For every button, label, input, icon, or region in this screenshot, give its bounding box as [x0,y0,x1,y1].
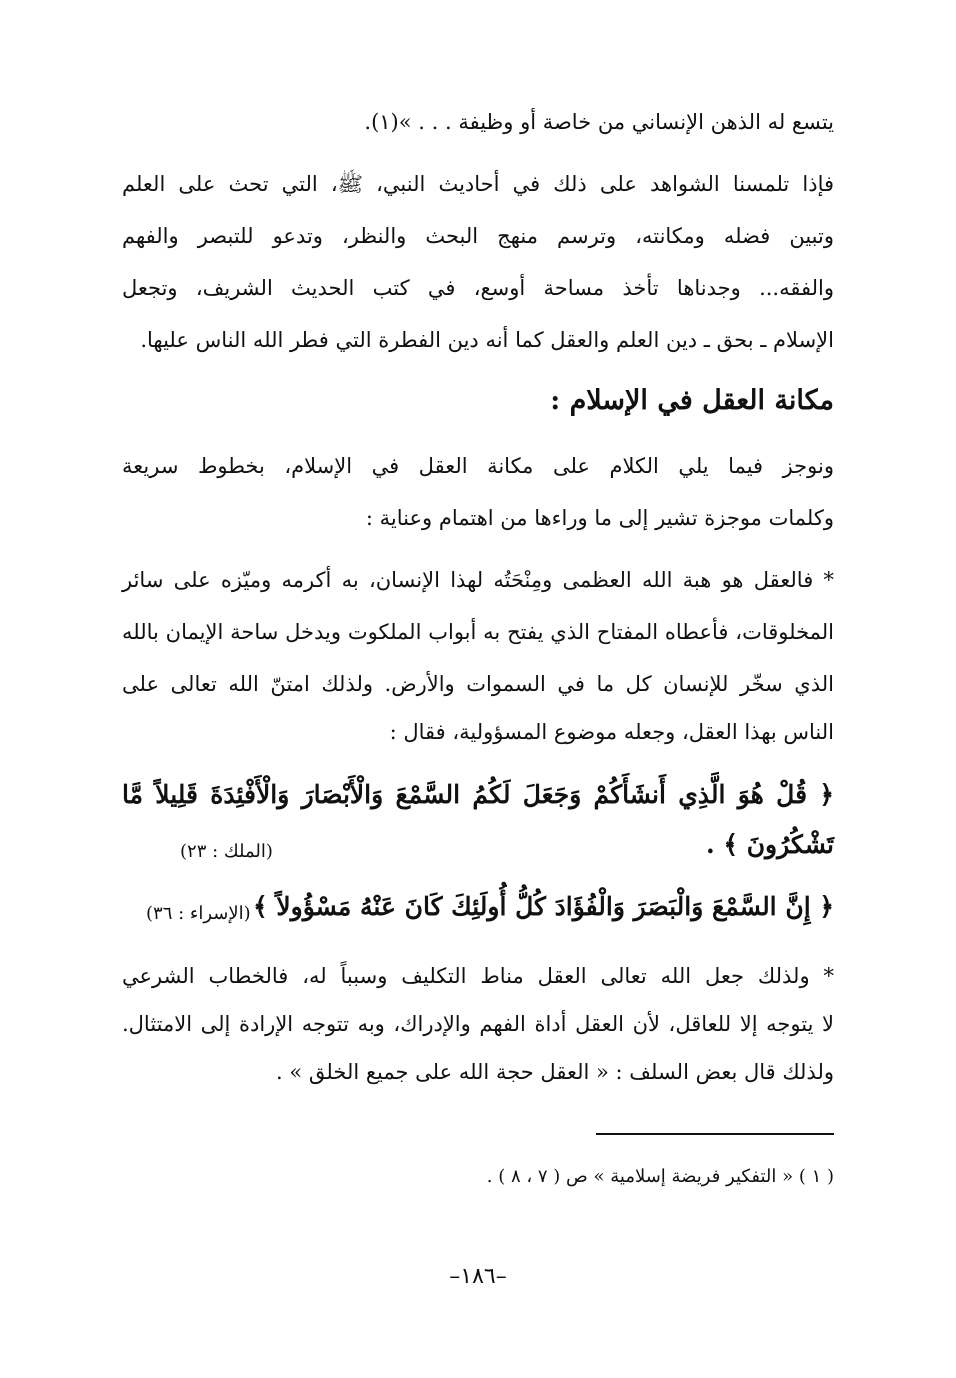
paragraph-line: ولذلك قال بعض السلف : « العقل حجة الله على جميع الخلق » . [276,1060,834,1084]
paragraph-line: * فالعقل هو هبة الله العظمى ومِنْحَتُه لهذا الإنسان، به أكرمه وميّزه على سائر [122,568,834,592]
paragraph-line: الناس بهذا العقل، وجعله موضوع المسؤولية، فقال : [389,720,834,744]
paragraph-line: الإسلام ـ بحق ـ دين العلم والعقل كما أنه دين الفطرة التي فطر الله الناس عليها. [140,328,834,352]
verse-line: ﴿ قُلْ هُوَ الَّذِي أَنشَأَكُمْ وَجَعَلَ لَكُمُ السَّمْعَ وَالْأَبْصَارَ وَالْأَفْئِدَةَ قَلِيلاً مَّا [122,780,834,809]
section-heading: مكانة العقل في الإسلام : [550,385,834,416]
paragraph-line: وتبين فضله ومكانته، وترسم منهج البحث والنظر، وتدعو للتبصر والفهم [122,224,834,248]
paragraph-line: فإذا تلمسنا الشواهد على ذلك في أحاديث النبي، ﷺ، التي تحث على العلم [122,172,834,196]
verse-reference: (الإسراء : ٣٦) [146,903,251,924]
intro-line: يتسع له الذهن الإنساني من خاصة أو وظيفة . . . »(١). [364,110,834,134]
paragraph-line: الذي سخّر للإنسان كل ما في السموات والأرض. ولذلك امتنّ الله تعالى على [122,672,834,696]
paragraph-line: المخلوقات، فأعطاه المفتاح الذي يفتح به أبواب الملكوت ويدخل ساحة الإيمان بالله [122,620,834,644]
footnote-divider [596,1133,834,1135]
verse-end: تَشْكُرُونَ ﴾ . [705,830,834,859]
page-number: –١٨٦– [449,1264,507,1289]
verse-line: ﴿ إِنَّ السَّمْعَ وَالْبَصَرَ وَالْفُؤَادَ كُلُّ أُولَئِكَ كَانَ عَنْهُ مَسْؤُولاً ﴾ [253,892,834,921]
paragraph-line: وكلمات موجزة تشير إلى ما وراءها من اهتمام وعناية : [365,506,834,530]
paragraph-line: * ولذلك جعل الله تعالى العقل مناط التكليف وسبباً له، فالخطاب الشرعي [122,964,834,988]
footnote: ( ١ ) « التفكير فريضة إسلامية » ص ( ٧ ، ٨ ) . [486,1166,834,1187]
paragraph-line: والفقه... وجدناها تأخذ مساحة أوسع، في كتب الحديث الشريف، وتجعل [122,276,834,300]
paragraph-line: لا يتوجه إلا للعاقل، لأن العقل أداة الفهم والإدراك، وبه تتوجه الإرادة إلى الامتثال. [122,1012,834,1036]
paragraph-line: ونوجز فيما يلي الكلام على مكانة العقل في الإسلام، بخطوط سريعة [122,454,834,478]
verse-reference: (الملك : ٢٣) [180,841,273,862]
